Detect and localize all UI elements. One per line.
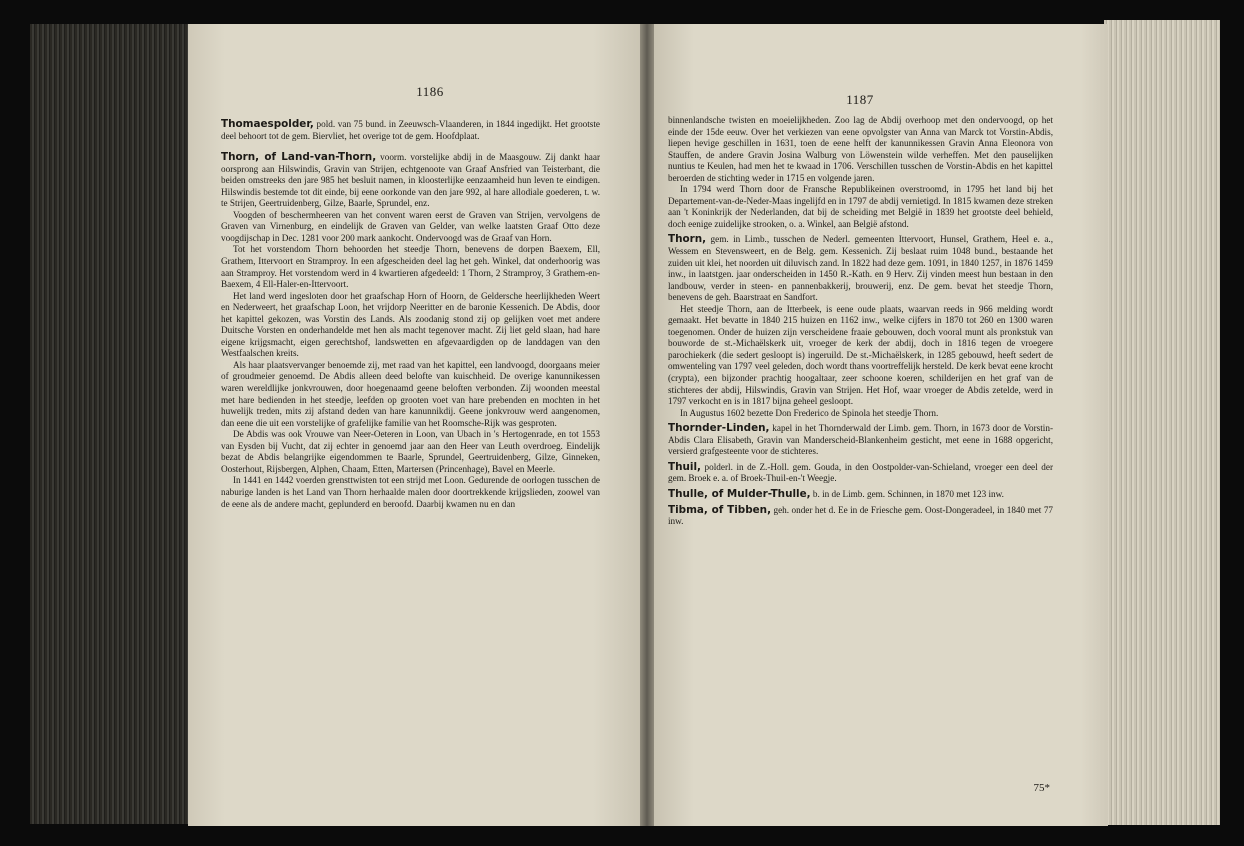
paragraph-continued: binnenlandsche twisten en moeielijkheden. Zoo lag de Abdij overhoop met den ondervoogd, op het einde der 15de eeuw. Over het verkiezen van eene opvolgster van Anna van Marck tot Vorstin-Abdis, liepen hevige geschillen in 1631, toen de eene helft der kanunnikessen Gravin Anna Eleonora von Stauffen, de andere Gravin Josina Walburg von Löwenstein wilde verheffen. Met den pauselijken nuntius te Keulen, had men het te kwaad in 1706. Verschillen tusschen de Vorstin-Abdis en het kapittel beroerden de stichting weder in 1715 en volgende jaren. — [668, 115, 1053, 183]
entry-tibma — [668, 505, 1053, 528]
headword: Thulle, of Mulder-Thulle, — [668, 487, 811, 500]
entry-text: voorm. vorstelijke abdij in de Maasgouw. Zij dankt haar oorsprong aan Hilswindis, Gravin van Strijen, echtgenoote van Graaf Ansfried van Teisterbant, die beiden omstreeks den jare 985 het besluit namen, in kloosterlijke eenzaamheid hun leven te eindigen. Hilswindis bestemde tot dit einde, bij eene oorkonde van den jare 992, al hare allodiale goederen, t. w. te Strijen, Geertruidenberg, Gilze, Baarle, Sprundel, enz. — [221, 152, 601, 209]
headword: Thornder-Linden, — [668, 422, 770, 435]
entry-thorn-abdij — [221, 152, 600, 210]
paragraph: Het steedje Thorn, aan de Itterbeek, is eene oude plaats, waarvan reeds in 966 melding wordt gemaakt. Het bevatte in 1840 215 huizen en 1162 inw., welke cijfers in 1870 tot 260 en 1300 waren toegenomen. Onder de huizen zijn verscheidene fraaie gebouwen, doch vooral munt als pronkstuk van bouworde de st.-Michaëlskerk uit, vroeger de kerk der abdij, doch in 1816 tegen de vroegere parochiekerk (die sedert gesloopt is) ingeruild. De st.-Michaëlskerk, in 1285 gebouwd, heeft sedert de omwenteling van 1797 veel geleden, doch wordt thans voortreffelijk hersteld. De kerk bevat eene krocht (crypta), een bijzonder prachtig hoogaltaar, zeer schoone koeren, schilderijen en het graf van de stichteres der abdij, Hilswindis, Gravin van Strijen. Het Hof, waar vroeger de Abdis zetelde, werd in 1797 verkocht en is in 1817 bijna geheel gesloopt. — [668, 303, 1053, 407]
headword: Thorn, of Land-van-Thorn, — [221, 151, 377, 164]
paragraph: Voogden of beschermheeren van het convent waren eerst de Graven van Strijen, vervolgens de Graven van Virnenburg, en eindelijk de Graven van Gelder, van welke laatsten Graaf Otto deze voogdijschap in Dec. 1281 voor 200 mark aankocht. Ondervoogd was de Graaf van Horn. — [221, 209, 600, 243]
book-gutter — [640, 24, 654, 826]
headword: Tibma, of Tibben, — [668, 503, 772, 516]
entry-thuil — [668, 462, 1053, 485]
right-page-text — [668, 115, 1053, 528]
headword: Thomaespolder, — [221, 118, 314, 130]
headword: Thorn, — [668, 233, 707, 246]
entry-thulle — [668, 489, 1053, 501]
signature-mark: 75* — [1033, 782, 1050, 794]
entry-text: pold. van 75 bund. in Zeeuwsch-Vlaanderen, in 1844 ingedijkt. Het grootste deel behoort tot de gem. Biervliet, het overige tot de gem. Hoofdplaat. — [221, 119, 601, 141]
left-page-text — [221, 115, 600, 510]
entry-thorn-gem — [668, 234, 1053, 303]
entry-text: polderl. in de Z.-Holl. gem. Gouda, in den Oostpolder-van-Schieland, vroeger een deel der gem. Broek e. a. of Broek-Thuil-en-'t Weegje. — [668, 461, 1054, 484]
entry-thornder-linden — [668, 423, 1053, 458]
entry-text: kapel in het Thornderwald der Limb. gem. Thorn, in 1673 door de Vorstin-Abdis Clara Elisabeth, Gravin van Manderscheid-Blankenheim gesticht, met eene in 1688 opgericht, versierd grafgesteente voor de stichteres. — [668, 423, 1054, 457]
paragraph: In Augustus 1602 bezette Don Frederico de Spinola het steedje Thorn. — [680, 407, 939, 418]
entry-text: geh. onder het d. Ee in de Friesche gem. Oost-Dongeradeel, in 1840 met 77 inw. — [668, 504, 1054, 527]
right-page-number: 1187 — [846, 92, 874, 107]
entry-text: gem. in Limb., tusschen de Nederl. gemeenten Ittervoort, Hunsel, Grathem, Heel e. a., Wessem en Stevensweert, en de Belg. gem. Kessenich. Zij beslaat ruim 1048 bund., bestaande het zuiden uit klei, het noorden uit diluvisch zand. In 1822 had deze gem. 1091, in 1840 1257, in 1876 1459 inw., in laatstgen. jaar onderscheiden in 1450 R.-Kath. en 9 Herv. Zij vinden meest hun bestaan in den landbouw, verder in steen- en pannenbakkerij, brouwerij, enz. De gem. bevat het steedje Thorn, benevens de geh. Baarstraat en Sandfort. — [668, 234, 1053, 303]
paragraph: In 1794 werd Thorn door de Fransche Republikeinen overstroomd, in 1795 het land bij het Departement-van-de-Neder-Maas ingelijfd en in 1797 de abdij vernietigd. In 1815 kwamen deze streken aan 't Koninkrijk der Nederlanden, dat bij de scheiding met België in 1839 het grootste deel behield, doch eenige zuidelijke strooken, o. a. Winkel, aan België afstond. — [668, 184, 1053, 229]
paragraph: Tot het vorstendom Thorn behoorden het steedje Thorn, benevens de dorpen Baexem, Ell, Grathem, Ittervoort en Stramproy. In een afgescheiden deel lag het geh. Winkel, dat onderhoorig was aan Stramproy. Het vorstendom werd in 4 kwartieren afgedeeld: 1 Thorn, 2 Stramproy, 3 Grathem-en-Baexem, 4 Ell-Haler-en-Ittervoort. — [221, 244, 600, 290]
headword: Thuil, — [668, 460, 701, 473]
left-page-edges — [30, 24, 195, 824]
paragraph: Het land werd ingesloten door het graafschap Horn of Hoorn, de Geldersche heerlijkheden Weert en Nederweert, het graafschap Loon, het vrijdorp Neeritter en de baronie Kessenich. De Abdis, door het kapittel gekozen, was Vorstin des Lands. Als zoodanig stond zij op gelijken voet met andere Duitsche Vorsten en onderhandelde met hen als macht tegenover macht. Zij liet geld slaan, had hare eigene krijgsmacht, eigen gerechtshof, landswetten en afgevaardigden op de landdagen van den Westfaalschen kreits. — [221, 290, 600, 359]
entry-thomaespolder — [221, 119, 600, 142]
entry-text: b. in de Limb. gem. Schinnen, in 1870 met 123 inw. — [812, 488, 1004, 499]
paragraph: Als haar plaatsvervanger benoemde zij, met raad van het kapittel, een landvoogd, doorgaans meier of groudmeier genoemd. De Abdis alleen deed belofte van kuischheid. De overige kanunnikessen waren wereldlijke jonkvrouwen, door hoegenaamd geene beloften verbonden. Zij woonden meestal met hare bedienden in het steedje, leefden op grooten voet van hare prebenden en mochten in het huwelijk treden, mits zij afstand deden van hare kanunnikdij. Geene jonkvrouw werd aangenomen, dan eene die uit een vorstelijke of grafelijke familie van het Roomsche-Rijk was gesproten. — [221, 359, 600, 428]
right-page-edges — [1104, 20, 1220, 825]
paragraph: In 1441 en 1442 voerden grensttwisten tot een strijd met Loon. Gedurende de oorlogen tusschen de naburige landen is het Land van Thorn herhaalde malen door doortrekkende krijgslieden, zoowel van de eene als de andere macht, geplunderd en beroofd. Daarbij kwamen nu en dan — [221, 475, 600, 509]
paragraph: De Abdis was ook Vrouwe van Neer-Oeteren in Loon, van Ubach in 's Hertogenrade, en tot 1553 van Eysden bij Vucht, dat zij echter in genoemd jaar aan den Heer van Leuth overdroeg. Eindelijk bezat de Abdis belangrijke eigendommen te Baarle, Sprundel, Geertruidenberg, Gilze, Ginneken, Oosterhout, Rijsbergen, Alphen, Chaam, Etten, Martersen (Princenhage), Bavel en Meerle. — [221, 429, 600, 474]
left-page-number: 1186 — [416, 84, 444, 99]
